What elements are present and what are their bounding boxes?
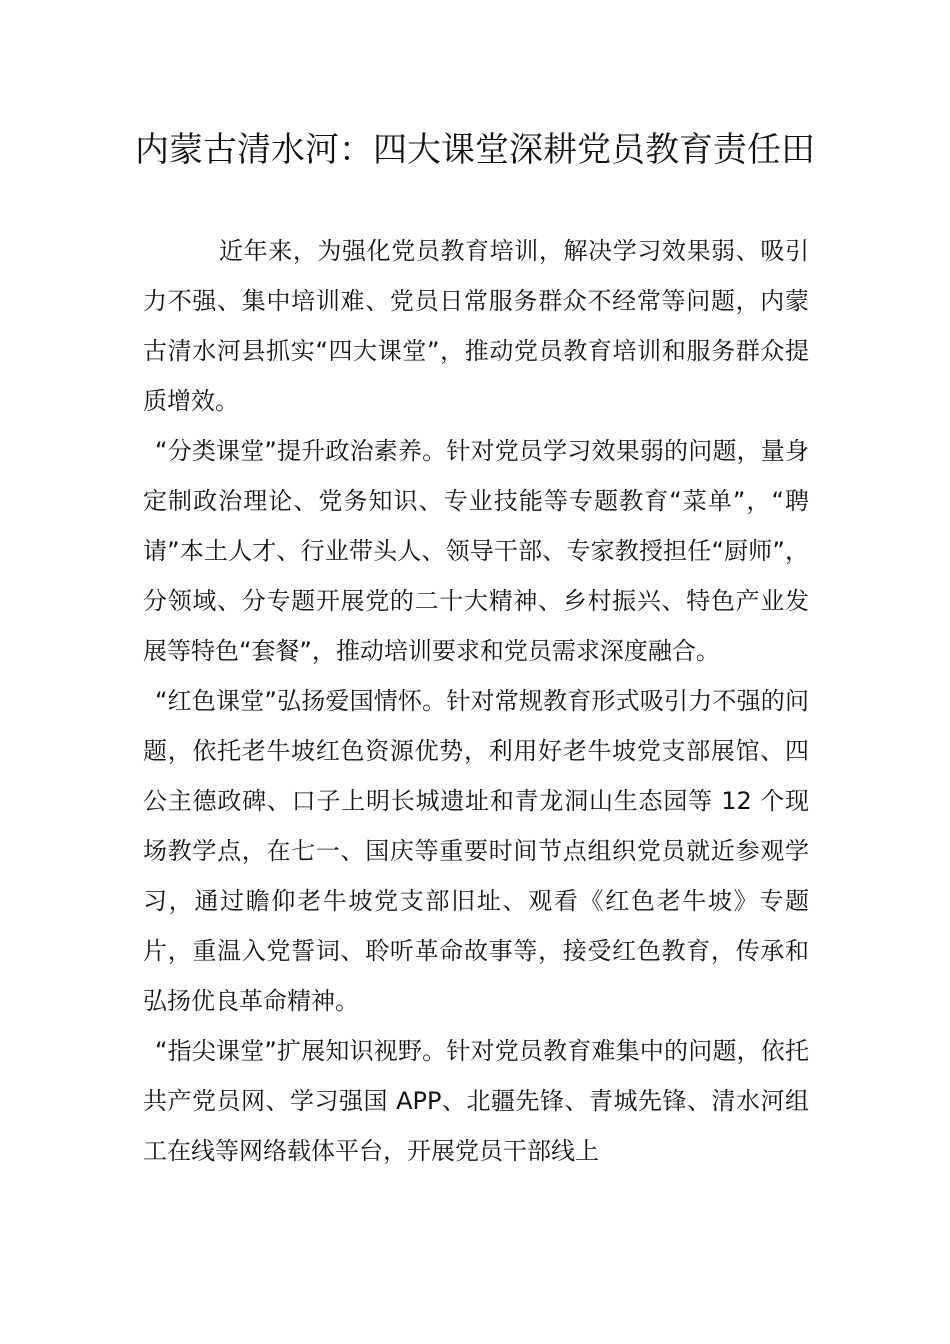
paragraph-intro: 近年来，为强化党员教育培训，解决学习效果弱、吸引力不强、集中培训难、党员日常服务群众不经常等问题，内蒙古清水河县抓实“四大课堂”，推动党员教育培训和服务群众提质增效。 [143,237,809,415]
paragraph-red-classroom: “红色课堂”弘扬爱国情怀。针对常规教育形式吸引力不强的问题，依托老牛坡红色资源优势，利用好老牛坡党支部展馆、四公主德政碑、口子上明长城遗址和青龙洞山生态园等 12 个现场教学点，在七一、国庆等重要时间节点组织党员就近参观学习，通过瞻仰老牛坡党支部旧址、观看《红色老牛坡》专题片，重温入党誓词、聆听革命故事等，接受红色教育，传承和弘扬优良革命精神。 [143,687,809,1015]
paragraph-fingertip-classroom: “指尖课堂”扩展知识视野。针对党员教育难集中的问题，依托共产党员网、学习强国 APP、北疆先锋、青城先锋、清水河组工在线等网络载体平台，开展党员干部线上 [143,1037,809,1165]
paragraph-classified-classroom: “分类课堂”提升政治素养。针对党员学习效果弱的问题，量身定制政治理论、党务知识、专业技能等专题教育“菜单”，“聘请”本土人才、行业带头人、领导干部、专家教授担任“厨师”，分领域、分专题开展党的二十大精神、乡村振兴、特色产业发展等特色“套餐”，推动培训要求和党员需求深度融合。 [143,437,809,665]
document-body [143,226,809,1176]
document-title: 内蒙古清水河：四大课堂深耕党员教育责任田 [135,130,815,170]
